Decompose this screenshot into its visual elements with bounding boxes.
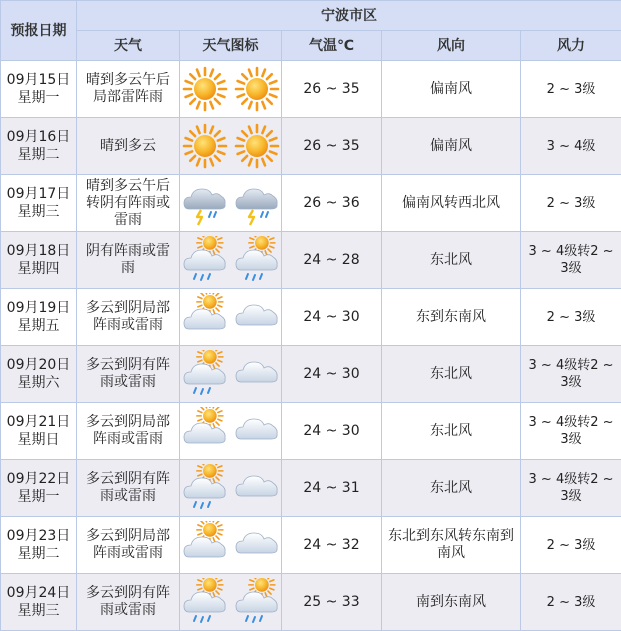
date-cell	[1, 574, 77, 631]
table-row	[1, 574, 621, 631]
wind-force-header: 风力	[521, 31, 621, 61]
table-row	[1, 346, 621, 403]
sun-cloud-rain-icon	[181, 464, 229, 512]
date-text: 09月18日	[7, 243, 71, 259]
wind-force-cell: 3 ~ 4级转2 ~ 3级	[521, 232, 621, 289]
table-row	[1, 289, 621, 346]
weather-icon-cell	[180, 61, 282, 118]
cloudy-icon	[233, 407, 281, 455]
temperature-cell: 26 ~ 36	[282, 175, 382, 232]
wind-direction-cell: 偏南风转西北风	[382, 175, 521, 232]
thunderstorm-icon	[181, 179, 229, 227]
cloudy-icon	[233, 293, 281, 341]
weather-desc-cell: 多云到阴局部阵雨或雷雨	[77, 289, 180, 346]
table-row	[1, 61, 621, 118]
region-header: 宁波市区	[77, 1, 621, 31]
date-text: 09月16日	[7, 129, 71, 145]
date-text: 09月20日	[7, 357, 71, 373]
date-text: 09月19日	[7, 300, 71, 316]
wind-force-cell: 2 ~ 3级	[521, 175, 621, 232]
wind-direction-cell: 东北风	[382, 346, 521, 403]
date-cell	[1, 118, 77, 175]
date-text: 09月21日	[7, 414, 71, 430]
wind-direction-cell: 东北风	[382, 403, 521, 460]
weekday-text: 星期二	[18, 546, 60, 562]
weather-desc-cell: 多云到阴有阵雨或雷雨	[77, 574, 180, 631]
temperature-cell: 24 ~ 30	[282, 346, 382, 403]
table-row	[1, 403, 621, 460]
weekday-text: 星期四	[18, 261, 60, 277]
temperature-cell: 24 ~ 30	[282, 289, 382, 346]
weather-header: 天气	[77, 31, 180, 61]
sunny-icon	[181, 122, 229, 170]
date-text: 09月15日	[7, 72, 71, 88]
wind-force-cell: 3 ~ 4级转2 ~ 3级	[521, 346, 621, 403]
weather-desc-cell: 晴到多云午后转阴有阵雨或雷雨	[77, 175, 180, 232]
forecast-date-header: 预报日期	[1, 1, 77, 61]
table-row	[1, 517, 621, 574]
date-text: 09月24日	[7, 585, 71, 601]
weather-desc-cell: 晴到多云	[77, 118, 180, 175]
weather-desc-cell: 阴有阵雨或雷雨	[77, 232, 180, 289]
sun-cloud-rain-icon	[233, 236, 281, 284]
date-cell	[1, 517, 77, 574]
table-row	[1, 175, 621, 232]
date-cell	[1, 61, 77, 118]
weather-icon-cell	[180, 517, 282, 574]
weekday-text: 星期六	[18, 375, 60, 391]
date-cell	[1, 403, 77, 460]
temperature-cell: 24 ~ 28	[282, 232, 382, 289]
weather-icon-cell	[180, 460, 282, 517]
wind-direction-cell: 偏南风	[382, 118, 521, 175]
cloudy-icon	[233, 464, 281, 512]
weather-desc-cell: 多云到阴局部阵雨或雷雨	[77, 517, 180, 574]
wind-direction-cell: 东北风	[382, 232, 521, 289]
date-cell	[1, 460, 77, 517]
weather-desc-cell: 多云到阴有阵雨或雷雨	[77, 460, 180, 517]
weather-icon-cell	[180, 346, 282, 403]
weekday-text: 星期三	[18, 603, 60, 619]
weekday-text: 星期五	[18, 318, 60, 334]
weather-desc-cell: 晴到多云午后局部雷阵雨	[77, 61, 180, 118]
weather-icon-cell	[180, 289, 282, 346]
temperature-cell: 25 ~ 33	[282, 574, 382, 631]
wind-direction-cell: 东北到东风转东南到南风	[382, 517, 521, 574]
temperature-cell: 26 ~ 35	[282, 118, 382, 175]
partly-cloudy-icon	[181, 521, 229, 569]
weather-icon-cell	[180, 232, 282, 289]
table-row	[1, 460, 621, 517]
weather-icon-cell	[180, 403, 282, 460]
date-cell	[1, 175, 77, 232]
temperature-header: 气温℃	[282, 31, 382, 61]
temperature-cell: 24 ~ 31	[282, 460, 382, 517]
sunny-icon	[233, 65, 281, 113]
weekday-text: 星期二	[18, 147, 60, 163]
wind-direction-header: 风向	[382, 31, 521, 61]
weather-desc-cell: 多云到阴局部阵雨或雷雨	[77, 403, 180, 460]
date-cell	[1, 232, 77, 289]
weather-icon-header: 天气图标	[180, 31, 282, 61]
temperature-cell: 26 ~ 35	[282, 61, 382, 118]
date-text: 09月23日	[7, 528, 71, 544]
weekday-text: 星期一	[18, 90, 60, 106]
cloudy-icon	[233, 350, 281, 398]
wind-direction-cell: 东到东南风	[382, 289, 521, 346]
date-cell	[1, 289, 77, 346]
wind-force-cell: 3 ~ 4级转2 ~ 3级	[521, 460, 621, 517]
weather-icon-cell	[180, 118, 282, 175]
table-row	[1, 232, 621, 289]
sun-cloud-rain-icon	[181, 236, 229, 284]
table-row	[1, 118, 621, 175]
sun-cloud-rain-icon	[181, 578, 229, 626]
wind-force-cell: 2 ~ 3级	[521, 61, 621, 118]
sunny-icon	[181, 65, 229, 113]
wind-force-cell: 3 ~ 4级	[521, 118, 621, 175]
wind-direction-cell: 南到东南风	[382, 574, 521, 631]
sun-cloud-rain-icon	[181, 350, 229, 398]
thunderstorm-icon	[233, 179, 281, 227]
wind-direction-cell: 东北风	[382, 460, 521, 517]
weekday-text: 星期三	[18, 204, 60, 220]
weekday-text: 星期日	[18, 432, 60, 448]
date-text: 09月17日	[7, 186, 71, 202]
wind-force-cell: 2 ~ 3级	[521, 574, 621, 631]
wind-force-cell: 2 ~ 3级	[521, 289, 621, 346]
temperature-cell: 24 ~ 32	[282, 517, 382, 574]
partly-cloudy-icon	[181, 293, 229, 341]
sun-cloud-rain-icon	[233, 578, 281, 626]
sunny-icon	[233, 122, 281, 170]
weather-desc-cell: 多云到阴有阵雨或雷雨	[77, 346, 180, 403]
cloudy-icon	[233, 521, 281, 569]
temperature-cell: 24 ~ 30	[282, 403, 382, 460]
wind-force-cell: 2 ~ 3级	[521, 517, 621, 574]
weather-icon-cell	[180, 175, 282, 232]
weather-icon-cell	[180, 574, 282, 631]
wind-force-cell: 3 ~ 4级转2 ~ 3级	[521, 403, 621, 460]
partly-cloudy-icon	[181, 407, 229, 455]
wind-direction-cell: 偏南风	[382, 61, 521, 118]
date-cell	[1, 346, 77, 403]
weekday-text: 星期一	[18, 489, 60, 505]
date-text: 09月22日	[7, 471, 71, 487]
